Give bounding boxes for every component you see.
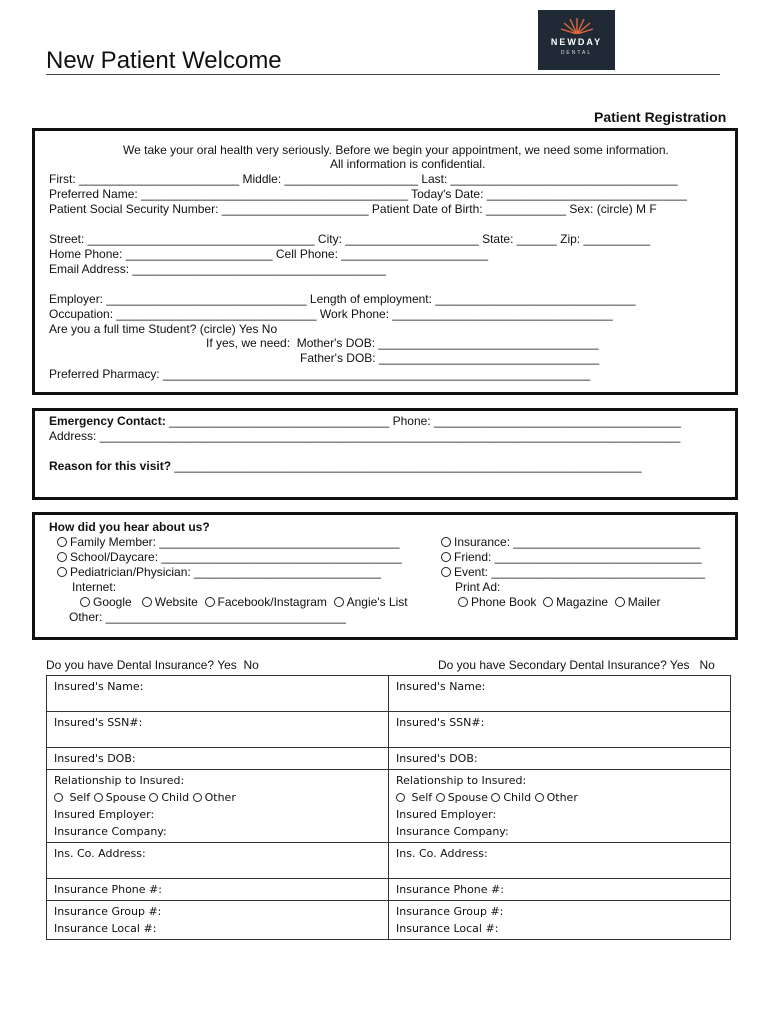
radio-icon[interactable]	[615, 597, 625, 607]
pharmacy-field[interactable]: Preferred Pharmacy: ________________________________________________________________	[49, 367, 591, 381]
insurance-company-label: Insurance Company:	[54, 825, 167, 838]
school-label: School/Daycare: ____________________________________	[70, 550, 402, 564]
radio-icon[interactable]	[94, 793, 103, 802]
ins-group-label: Insurance Group #:	[396, 905, 504, 918]
phone-book-label: Phone Book	[471, 595, 537, 609]
mailer-label: Mailer	[627, 595, 661, 609]
page-title: New Patient Welcome	[46, 47, 282, 74]
primary-dob-cell[interactable]	[47, 748, 389, 770]
radio-icon[interactable]	[441, 552, 451, 562]
insured-ssn-label: Insured's SSN#:	[54, 716, 143, 729]
ins-address-label: Ins. Co. Address:	[396, 847, 488, 860]
radio-icon[interactable]	[491, 793, 500, 802]
employer-fields[interactable]: Employer: ______________________________ Length of employment: ______________________________	[49, 292, 636, 306]
family-member-option[interactable]	[57, 535, 400, 550]
referral-heading: How did you hear about us?	[49, 520, 210, 534]
friend-option[interactable]	[441, 550, 702, 565]
secondary-group-local-cell[interactable]	[389, 901, 731, 940]
radio-icon[interactable]	[535, 793, 544, 802]
visit-reason-label: Reason for this visit?	[49, 459, 172, 473]
radio-icon[interactable]	[458, 597, 468, 607]
self-label: Self	[69, 791, 91, 804]
intro-text: We take your oral health very seriously. Before we begin your appointment, we need some information.	[123, 143, 669, 157]
phone-fields[interactable]: Home Phone: ______________________ Cell Phone: ______________________	[49, 247, 489, 261]
email-field[interactable]: Email Address: ______________________________________	[49, 262, 386, 276]
emergency-contact-field[interactable]: _________________________________ Phone: _____________________________________	[165, 414, 681, 428]
confidential-text: All information is confidential.	[330, 157, 486, 171]
insured-employer-label: Insured Employer:	[54, 808, 155, 821]
school-option[interactable]	[57, 550, 402, 565]
radio-icon[interactable]	[54, 793, 63, 802]
google-label: Google	[93, 595, 132, 609]
father-dob-field[interactable]: Father's DOB: _________________________________	[300, 351, 600, 365]
ins-local-label: Insurance Local #:	[54, 922, 157, 935]
event-label: Event: ________________________________	[454, 565, 705, 579]
ins-phone-label: Insurance Phone #:	[396, 883, 504, 896]
insured-name-label: Insured's Name:	[396, 680, 486, 693]
radio-icon[interactable]	[149, 793, 158, 802]
primary-group-local-cell[interactable]	[47, 901, 389, 940]
primary-ssn-cell[interactable]	[47, 712, 389, 748]
radio-icon[interactable]	[396, 793, 405, 802]
website-label: Website	[154, 595, 198, 609]
facebook-label: Facebook/Instagram	[217, 595, 327, 609]
other-referral-field[interactable]: Other: ____________________________________	[69, 610, 346, 624]
emergency-contact-label: Emergency Contact:	[49, 414, 166, 428]
relationship-label: Relationship to Insured:	[396, 774, 527, 787]
internet-options[interactable]	[80, 595, 408, 610]
radio-icon[interactable]	[80, 597, 90, 607]
radio-icon[interactable]	[57, 552, 67, 562]
primary-ins-phone-cell[interactable]	[47, 879, 389, 901]
insurance-company-label: Insurance Company:	[396, 825, 509, 838]
radio-icon[interactable]	[205, 597, 215, 607]
secondary-insurance-question[interactable]: Do you have Secondary Dental Insurance? Yes No	[438, 658, 715, 672]
visit-reason-field[interactable]: ______________________________________________________________________	[171, 459, 642, 473]
secondary-relationship-cell[interactable]	[389, 770, 731, 843]
insurance-referral-option[interactable]	[441, 535, 700, 550]
child-label: Child	[161, 791, 190, 804]
ssn-dob-sex-fields[interactable]: Patient Social Security Number: ______________________ Patient Date of Birth: ____________ Sex: (circle) M F	[49, 202, 657, 216]
secondary-ssn-cell[interactable]	[389, 712, 731, 748]
ins-phone-label: Insurance Phone #:	[54, 883, 162, 896]
relationship-options[interactable]	[396, 789, 723, 806]
other-label: Other	[204, 791, 236, 804]
print-ad-label: Print Ad:	[455, 580, 501, 594]
child-label: Child	[503, 791, 532, 804]
mother-dob-field[interactable]: If yes, we need: Mother's DOB: _________________________________	[206, 336, 599, 350]
radio-icon[interactable]	[57, 567, 67, 577]
radio-icon[interactable]	[334, 597, 344, 607]
sunrise-icon	[560, 16, 594, 34]
preferred-name-field[interactable]: Preferred Name: ________________________________________ Today's Date: ______________________________	[49, 187, 687, 201]
relationship-options[interactable]	[54, 789, 381, 806]
friend-label: Friend: _______________________________	[454, 550, 702, 564]
self-label: Self	[411, 791, 433, 804]
section-title: Patient Registration	[594, 109, 727, 125]
insured-dob-label: Insured's DOB:	[54, 752, 136, 765]
event-option[interactable]	[441, 565, 705, 580]
magazine-label: Magazine	[556, 595, 609, 609]
insured-employer-label: Insured Employer:	[396, 808, 497, 821]
insurance-referral-label: Insurance: ____________________________	[454, 535, 701, 549]
visit-reason-row[interactable]	[49, 459, 642, 474]
secondary-ins-address-cell[interactable]	[389, 843, 731, 879]
student-question[interactable]: Are you a full time Student? (circle) Yes No	[49, 322, 278, 336]
spouse-label: Spouse	[447, 791, 488, 804]
insured-name-label: Insured's Name:	[54, 680, 144, 693]
name-fields[interactable]: First: ________________________ Middle: ____________________ Last: __________________________________	[49, 172, 678, 186]
print-ad-options[interactable]	[458, 595, 660, 610]
family-member-label: Family Member: ____________________________________	[70, 535, 400, 549]
insurance-table	[46, 675, 731, 940]
secondary-insured-name-cell[interactable]	[389, 676, 731, 712]
radio-icon[interactable]	[441, 537, 451, 547]
ins-address-label: Ins. Co. Address:	[54, 847, 146, 860]
radio-icon[interactable]	[193, 793, 202, 802]
insured-ssn-label: Insured's SSN#:	[396, 716, 485, 729]
title-divider	[46, 74, 720, 75]
newday-dental-logo	[538, 10, 615, 70]
ins-group-label: Insurance Group #:	[54, 905, 162, 918]
primary-insured-name-cell[interactable]	[47, 676, 389, 712]
pediatrician-label: Pediatrician/Physician: ____________________________	[70, 565, 381, 579]
radio-icon[interactable]	[57, 537, 67, 547]
radio-icon[interactable]	[142, 597, 152, 607]
emergency-address-field[interactable]: Address: _______________________________________________________________________________________	[49, 429, 681, 443]
logo-sub: DENTAL	[560, 50, 593, 56]
emergency-contact-row[interactable]	[49, 414, 681, 429]
logo-brand: NEWDAY	[550, 37, 603, 47]
radio-icon[interactable]	[441, 567, 451, 577]
occupation-fields[interactable]: Occupation: ______________________________ Work Phone: _________________________________	[49, 307, 613, 321]
ins-local-label: Insurance Local #:	[396, 922, 499, 935]
secondary-dob-cell[interactable]	[389, 748, 731, 770]
internet-label: Internet:	[72, 580, 117, 594]
angies-list-label: Angie's List	[346, 595, 408, 609]
pediatrician-option[interactable]	[57, 565, 381, 580]
radio-icon[interactable]	[543, 597, 553, 607]
primary-relationship-cell[interactable]	[47, 770, 389, 843]
other-label: Other	[546, 791, 578, 804]
dental-insurance-question[interactable]: Do you have Dental Insurance? Yes No	[46, 658, 259, 672]
relationship-label: Relationship to Insured:	[54, 774, 185, 787]
address-fields[interactable]: Street: __________________________________ City: ____________________ State: ______ Zip: __________	[49, 232, 651, 246]
primary-ins-address-cell[interactable]	[47, 843, 389, 879]
spouse-label: Spouse	[105, 791, 146, 804]
insured-dob-label: Insured's DOB:	[396, 752, 478, 765]
radio-icon[interactable]	[436, 793, 445, 802]
secondary-ins-phone-cell[interactable]	[389, 879, 731, 901]
